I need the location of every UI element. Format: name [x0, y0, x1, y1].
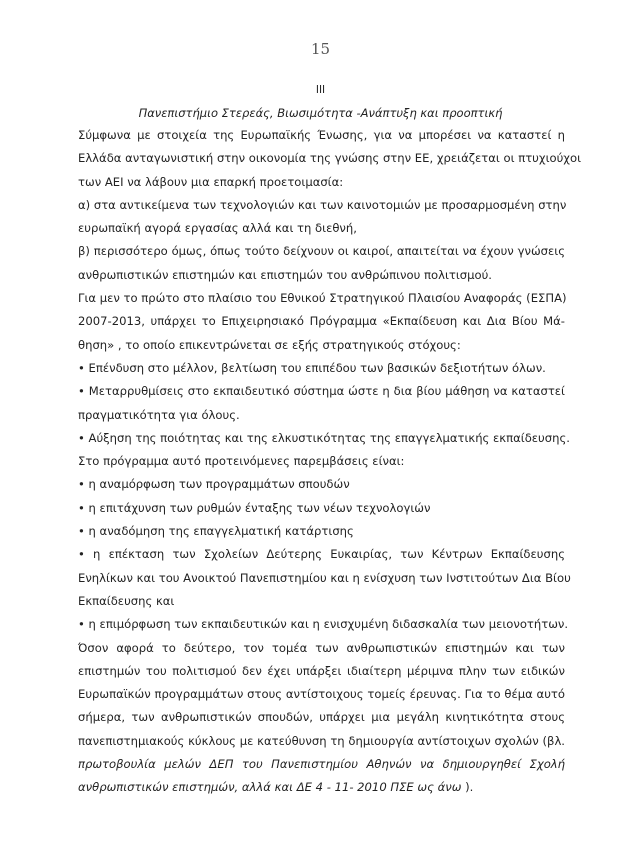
text-line: πρωτοβουλία μελών ΔΕΠ του Πανεπιστημίου Αθηνών να δημιουργηθεί Σχολή: [78, 757, 565, 772]
text-line: Ενηλίκων και του Ανοικτού Πανεπιστημίου και η ενίσχυση των Ινστιτούτων Δια Βίου: [78, 570, 571, 585]
document-title: Πανεπιστήμιο Στερεάς, Βιωσιμότητα -Ανάπτυξη και προοπτική: [138, 106, 503, 120]
text-line: Στο πρόγραμμα αυτό προτεινόμενες παρεμβάσεις είναι:: [78, 454, 405, 469]
text-line: σήμερα, των ανθρωπιστικών σπουδών, υπάρχει μια μεγάλη κινητικότητα στους: [78, 710, 565, 725]
text-line: των ΑΕΙ να λάβουν μια επαρκή προετοιμασία:: [78, 174, 344, 189]
text-line: Για μεν το πρώτο στο πλαίσιο του Εθνικού Στρατηγικού Πλαισίου Αναφοράς (ΕΣΠΑ): [78, 291, 567, 306]
text-line: • Αύξηση της ποιότητας και της ελκυστικότητας της επαγγελματικής εκπαίδευσης.: [78, 430, 570, 445]
text-line-suffix: ).: [461, 780, 474, 795]
text-line: • η επέκταση των Σχολείων Δεύτερης Ευκαιρίας, των Κέντρων Εκπαίδευσης: [78, 547, 565, 562]
text-line: πραγματικότητα για όλους.: [78, 407, 240, 422]
text-line: Όσον αφορά το δεύτερο, τον τομέα των ανθρωπιστικών επιστημών και των: [78, 640, 565, 655]
section-number: III: [315, 84, 326, 96]
text-line: α) στα αντικείμενα των τεχνολογιών και των καινοτομιών με προσαρμοσμένη στην: [78, 197, 567, 212]
text-line: [78, 776, 565, 799]
text-line: Ευρωπαϊκών προγραμμάτων στους αντίστοιχους τομείς έρευνας. Για το θέμα αυτό: [78, 687, 565, 702]
text-line: Σύμφωνα με στοιχεία της Ευρωπαϊκής Ένωσης, για να μπορέσει να καταστεί η: [78, 128, 565, 142]
text-line: • Επένδυση στο μέλλον, βελτίωση του επιπέδου των βασικών δεξιοτήτων όλων.: [78, 360, 546, 375]
text-line: • η αναδόμηση της επαγγελματική κατάρτισης: [78, 524, 354, 539]
text-line: Εκπαίδευσης και: [78, 593, 175, 608]
text-line: επιστημών του πολιτισμού δεν έχει υπάρξει ιδιαίτερη μέριμνα πλην των ειδικών: [78, 663, 565, 678]
text-line: ανθρωπιστικών επιστημών και επιστημών του ανθρώπινου πολιτισμού.: [78, 267, 492, 282]
text-line: • η επιμόρφωση των εκπαιδευτικών και η ενισχυμένη διδασκαλία των μειονοτήτων.: [78, 617, 569, 632]
text-line: πανεπιστημιακούς κύκλους με κατεύθυνση τη δημιουργία αντίστοιχων σχολών (βλ.: [78, 733, 565, 748]
page-number: 15: [310, 40, 331, 58]
text-line: • Μεταρρυθμίσεις στο εκπαιδευτικό σύστημα ώστε η δια βίου μάθηση να καταστεί: [78, 384, 565, 399]
text-line: • η αναμόρφωση των προγραμμάτων σπουδών: [78, 477, 350, 492]
text-line: θηση» , το οποίο επικεντρώνεται σε εξής στρατηγικούς στόχους:: [78, 337, 461, 352]
text-line: Ελλάδα ανταγωνιστική στην οικονομία της γνώσης στην ΕΕ, χρειάζεται οι πτυχιούχοι: [78, 151, 582, 166]
text-line: ευρωπαϊκή αγορά εργασίας αλλά και τη διεθνή,: [78, 221, 357, 236]
text-line-italic: ανθρωπιστικών επιστημών, αλλά και ΔΕ 4 - 11- 2010 ΠΣΕ ως άνω: [78, 780, 462, 795]
text-line: β) περισσότερο όμως, όπως τούτο δείχνουν οι καιροί, απαιτείται να έχουν γνώσεις: [78, 244, 565, 259]
text-line: • η επιτάχυνση των ρυθμών ένταξης των νέων τεχνολογιών: [78, 500, 431, 515]
text-line: 2007-2013, υπάρχει το Επιχειρησιακό Πρόγραμμα «Εκπαίδευση και Δια Βίου Μά-: [78, 314, 565, 329]
body-text: [78, 124, 582, 800]
